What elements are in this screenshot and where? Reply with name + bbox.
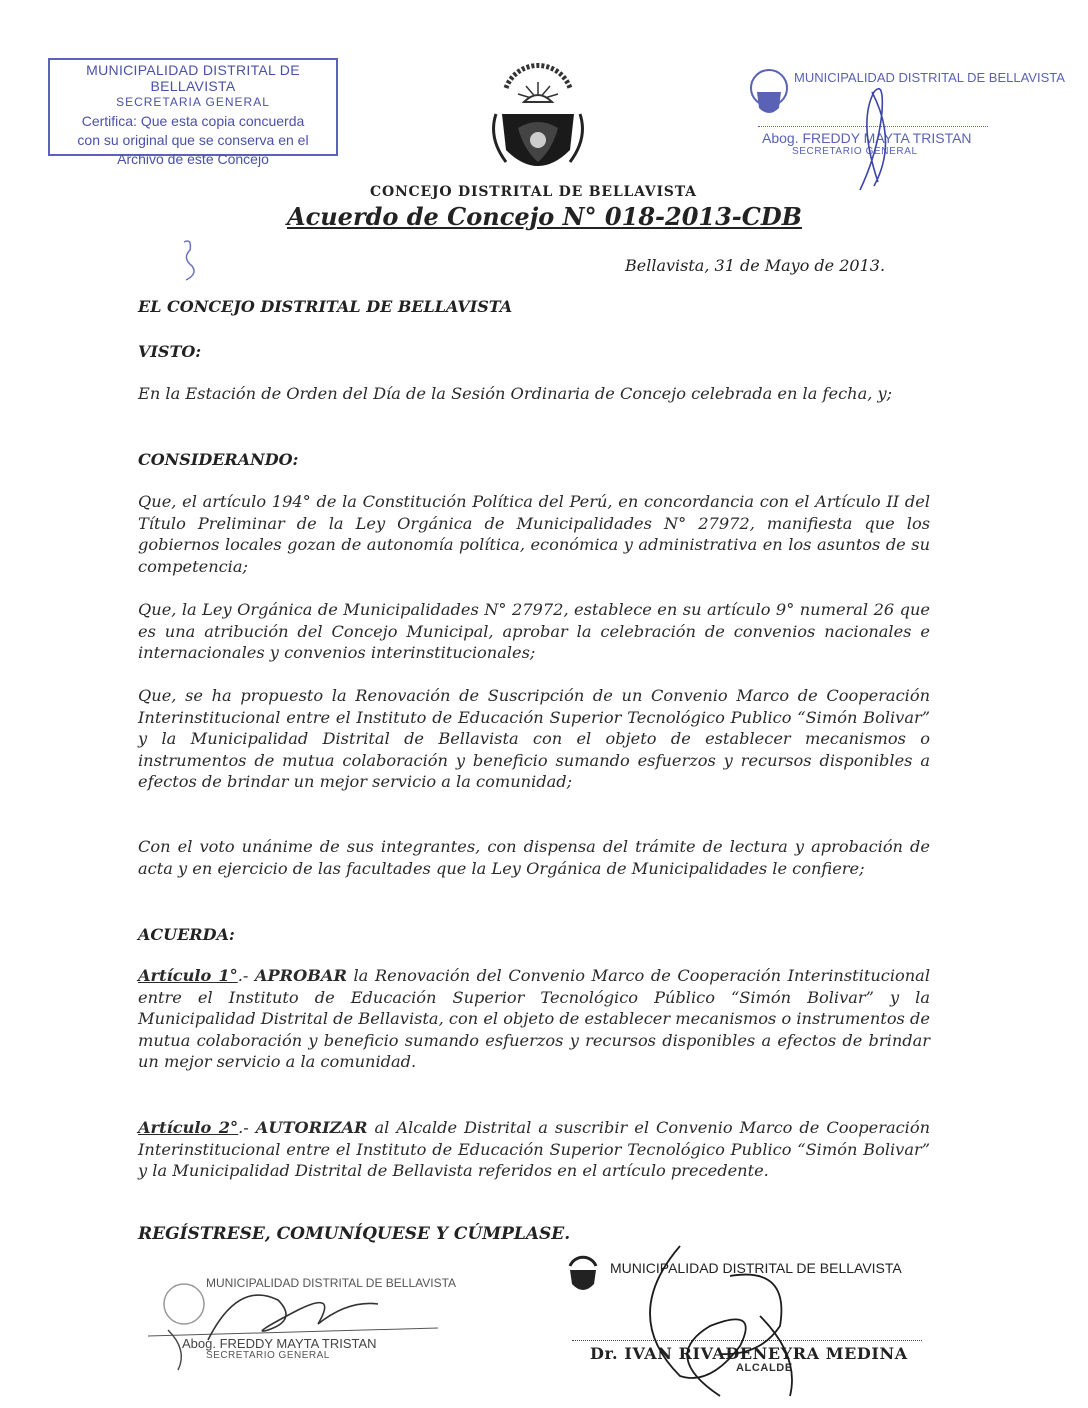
stamp-role: SECRETARIO GENERAL [792,146,918,157]
article-2-label: Artículo 2° [138,1118,239,1137]
council-name: CONCEJO DISTRITAL DE BELLAVISTA [370,184,697,200]
signature-name: Abog. FREDDY MAYTA TRISTAN [182,1336,377,1351]
signature-org: MUNICIPALIDAD DISTRITAL DE BELLAVISTA [610,1260,902,1276]
stamp-org: MUNICIPALIDAD DISTRITAL DE BELLAVISTA [794,70,1065,85]
article-1-label: Artículo 1° [138,966,238,985]
considerando-paragraph-4: Con el voto unánime de sus integrantes, con dispensa del trámite de lectura y aprobación de acta y en ejercicio de las facultades que la Ley Orgánica de Municipalidades le confiere; [138,837,930,878]
article-2-separator: .- [238,1118,256,1137]
acuerda-heading: ACUERDA: [138,925,235,944]
visto-paragraph: En la Estación de Orden del Día de la Sesión Ordinaria de Concejo celebrada en la fecha, y; [138,384,893,403]
article-1-verb: APROBAR [254,966,347,985]
secretary-stamp [748,62,1065,172]
stamp-text-1: Certifica: Que esta copia concuerda [81,113,305,129]
considerando-paragraph-3: Que, se ha propuesto la Renovación de Suscripción de un Convenio Marco de Cooperación Interinstitucional entre el Instituto de Educación Superior Tecnológico Publico “Simón Bolivar” y la Municipalidad Distrital de Bellavista con el objeto de establecer mecanismos o instrumentos de mutua colaboración y beneficio sumando esfuerzos y recursos disponibles a efectos de brindar un mejor servicio a la comunidad; [138,686,930,791]
secretary-signature-block [148,1270,457,1390]
stamp-office: SECRETARIA GENERAL [116,95,270,109]
signature-role: SECRETARIO GENERAL [206,1350,330,1361]
signature-role: ALCALDE [736,1362,793,1374]
article-2 [138,1117,930,1182]
article-1 [138,965,930,1073]
stamp-text-2: con su original que se conserva en el [77,132,309,148]
document-date: Bellavista, 31 de Mayo de 2013. [625,256,886,275]
handwritten-signature [748,62,988,202]
stamp-text-3: Archivo de este Concejo [117,151,269,167]
handwritten-mark [178,236,208,286]
article-1-separator: .- [237,966,255,985]
mayor-signature-block [560,1236,940,1406]
certification-stamp [48,58,338,167]
visto-heading: VISTO: [138,342,202,361]
stamp-org: MUNICIPALIDAD DISTRITAL DE BELLAVISTA [86,62,300,94]
municipal-emblem-icon [488,58,588,183]
article-2-verb: AUTORIZAR [255,1118,368,1137]
article-1-text: la Renovación del Convenio Marco de Cooperación Interinstitucional entre el Instituto de Educación Superior Tecnológico Público “Simón Bolivar” y la Municipalidad Distrital de Bellavista, con el objeto de establecer mecanismos o instrumentos de mutua colaboración y beneficio sumando esfuerzos y recursos disponibles a efectos de brindar un mejor servicio a la comunidad. [138,966,931,1071]
considerando-paragraph-2: Que, la Ley Orgánica de Municipalidades N° 27972, establece en su artículo 9° numeral 26 que es una atribución del Concejo Municipal, aprobar la celebración de convenios nacionales e internacionales y convenios interinstitucionales; [138,600,930,662]
signature-org: MUNICIPALIDAD DISTRITAL DE BELLAVISTA [206,1276,457,1290]
stamp-name: Abog. FREDDY MAYTA TRISTAN [762,130,972,146]
considerando-paragraph-1: Que, el artículo 194° de la Constitución Política del Perú, en concordancia con el Artículo II del Título Preliminar de la Ley Orgánica de Municipalidades N° 27972, manifiesta que los gobiernos locales gozan de autonomía política, económica y administrativa en los asuntos de su competencia; [138,492,930,576]
closing-formula: REGÍSTRESE, COMUNÍQUESE Y CÚMPLASE. [138,1224,571,1244]
considerando-heading: CONSIDERANDO: [138,450,299,469]
council-heading: EL CONCEJO DISTRITAL DE BELLAVISTA [138,297,513,316]
mayor-signature [560,1236,940,1406]
document-title: Acuerdo de Concejo N° 018-2013-CDB [287,202,802,231]
signature-name: Dr. IVAN RIVADENEYRA MEDINA [590,1344,908,1363]
article-2-text: al Alcalde Distrital a suscribir el Convenio Marco de Cooperación Interinstitucional entre el Instituto de Educación Superior Tecnológico Publico “Simón Bolivar” y la Municipalidad Distrital de Bellavista referidos en el artículo precedente. [138,1118,931,1180]
